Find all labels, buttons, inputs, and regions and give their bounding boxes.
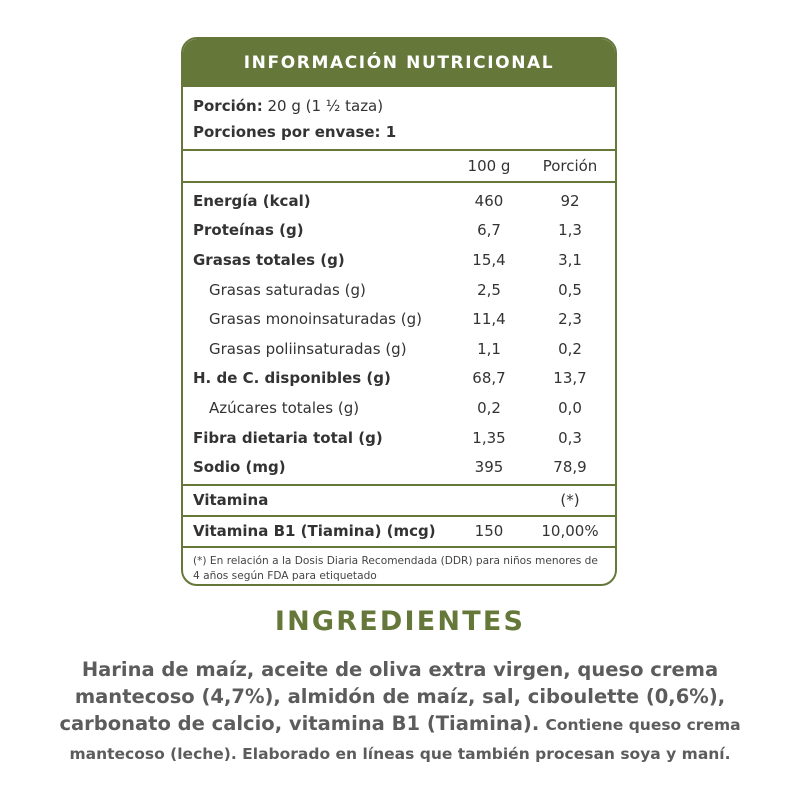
vitamin-b1-row xyxy=(183,517,615,546)
serving-info xyxy=(183,87,615,149)
nutrient-portion: 78,9 xyxy=(553,458,587,477)
nutrient-per100: 395 xyxy=(474,458,504,477)
ingredients-title: INGREDIENTES xyxy=(274,606,526,637)
nutrient-portion: 0,0 xyxy=(558,398,582,417)
nutrient-portion: 2,3 xyxy=(558,310,582,329)
serving-label: Porción: xyxy=(193,97,263,115)
vitamin-b1-per100: 150 xyxy=(474,522,504,541)
nutrient-per100: 6,7 xyxy=(477,221,501,240)
nutrient-row xyxy=(183,186,615,216)
column-header-portion: Porción xyxy=(542,157,598,175)
footnote: (*) En relación a la Dosis Diaria Recomendada (DDR) para niños menores de 4 años según FDA para etiquetado xyxy=(193,554,598,582)
vitamin-b1-name: Vitamina B1 (Tiamina) (mcg) xyxy=(193,522,436,541)
nutrient-per100: 460 xyxy=(474,191,504,210)
nutrient-portion: 0,3 xyxy=(558,428,582,447)
nutrient-row xyxy=(183,364,615,394)
nutrient-name: Proteínas (g) xyxy=(193,221,304,240)
nutrition-facts-panel xyxy=(181,37,617,586)
nutrient-portion: 0,2 xyxy=(558,339,582,358)
nutrient-row xyxy=(183,216,615,246)
nutrient-portion: 13,7 xyxy=(553,369,587,388)
nutrient-per100: 1,35 xyxy=(472,428,506,447)
ingredients-list: Harina de maíz, aceite de oliva extra virgen, queso crema mantecoso (4,7%), almidón de maíz, sal, ciboulette (0,6%), carbonato de calcio, vitamina B1 (Tiamina). xyxy=(59,658,726,735)
nutrient-name: Grasas saturadas (g) xyxy=(209,280,366,299)
nutrient-portion: 0,5 xyxy=(558,280,582,299)
nutrient-per100: 11,4 xyxy=(472,310,506,329)
vitamin-header-mark: (*) xyxy=(560,491,580,510)
nutrient-per100: 1,1 xyxy=(477,339,501,358)
servings-per-pack: Porciones por envase: 1 xyxy=(193,123,397,141)
nutrient-per100: 2,5 xyxy=(477,280,501,299)
column-header-100g: 100 g xyxy=(467,157,511,175)
nutrient-row xyxy=(183,275,615,305)
nutrient-name: Grasas poliinsaturadas (g) xyxy=(209,339,407,358)
allergen-note: Contiene queso crema mantecoso (leche). Elaborado en líneas que también procesan soya y maní. xyxy=(69,716,741,763)
nutrient-portion: 3,1 xyxy=(558,250,582,269)
serving-value: 20 g (1 ½ taza) xyxy=(267,97,384,115)
nutrient-row xyxy=(183,245,615,275)
nutrient-row xyxy=(183,452,615,482)
nutrient-name: Grasas monoinsaturadas (g) xyxy=(209,310,422,329)
nutrient-per100: 68,7 xyxy=(472,369,506,388)
column-headers xyxy=(183,151,615,181)
nutrient-name: Sodio (mg) xyxy=(193,458,286,477)
nutrient-row xyxy=(183,423,615,453)
vitamin-b1-portion: 10,00% xyxy=(541,522,599,541)
nutrient-portion: 92 xyxy=(560,191,580,210)
nutrient-name: Energía (kcal) xyxy=(193,191,311,210)
vitamin-header-row xyxy=(183,486,615,515)
nutrient-name: H. de C. disponibles (g) xyxy=(193,369,391,388)
nutrition-title: INFORMACIÓN NUTRICIONAL xyxy=(183,39,615,87)
nutrient-row xyxy=(183,304,615,334)
nutrient-per100: 0,2 xyxy=(477,398,501,417)
nutrient-portion: 1,3 xyxy=(558,221,582,240)
nutrient-name: Fibra dietaria total (g) xyxy=(193,428,383,447)
ingredients-text xyxy=(40,656,760,768)
nutrient-rows xyxy=(183,183,615,484)
serving-size xyxy=(193,93,605,119)
vitamin-header: Vitamina xyxy=(193,491,269,510)
nutrient-row xyxy=(183,334,615,364)
nutrient-name: Grasas totales (g) xyxy=(193,250,345,269)
nutrient-name: Azúcares totales (g) xyxy=(209,398,360,417)
nutrient-per100: 15,4 xyxy=(472,250,506,269)
nutrient-row xyxy=(183,393,615,423)
